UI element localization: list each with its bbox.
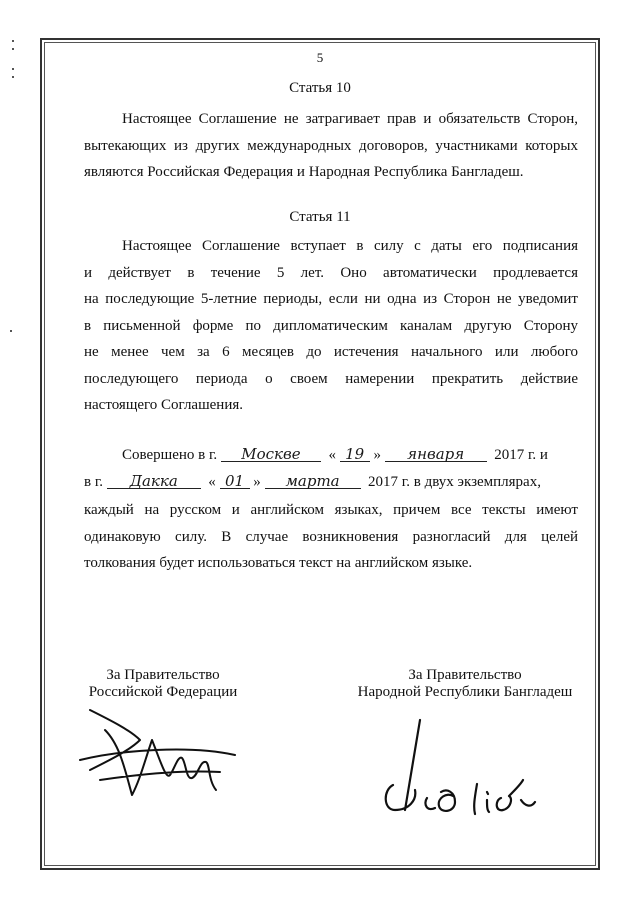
done-at-line-2	[84, 474, 578, 491]
article-11-line: в письменной форме по дипломатическим каналам другую Сторону	[84, 318, 578, 334]
signatory-left-label: За Правительство Российской Федерации	[88, 667, 238, 700]
done-at-year: 2017 г. и	[494, 447, 548, 463]
margin-mark	[12, 76, 14, 78]
article-11-line: и действует в течение 5 лет. Оно автоматически продлевается	[84, 265, 578, 281]
done-at-line-1	[122, 447, 578, 464]
signature-russia	[70, 700, 250, 810]
margin-mark	[10, 330, 12, 332]
article-10-line: Настоящее Соглашение не затрагивает прав и обязательств Сторон,	[122, 111, 578, 127]
margin-mark	[12, 68, 14, 70]
handwritten-city-moscow: Москве	[221, 447, 321, 462]
quote-open: «	[328, 447, 336, 463]
margin-mark	[12, 40, 14, 42]
article-11-line: не менее чем за 6 месяцев до истечения начального или любого	[84, 344, 578, 360]
handwritten-city-dhaka: Дакка	[107, 474, 201, 489]
article-11-line: Настоящее Соглашение вступает в силу с даты его подписания	[122, 238, 578, 254]
signatory-right-label: За Правительство Народной Республики Бангладеш	[357, 667, 573, 700]
done-at-line: толкования будет использоваться текст на английском языке.	[84, 555, 473, 571]
signature-bangladesh	[375, 710, 555, 820]
article-10-line: являются Российская Федерация и Народная Республика Бангладеш.	[84, 164, 524, 180]
handwritten-month-march: марта	[265, 474, 361, 489]
done-at-prefix: Совершено в г.	[122, 447, 218, 463]
article-11-line: последующего периода о своем намерении прекратить действие	[84, 371, 578, 387]
done-at-line: каждый на русском и английском языках, причем все тексты имеют	[84, 502, 578, 518]
article-11-line: настоящего Соглашения.	[84, 397, 244, 413]
handwritten-day-19: 19	[340, 447, 370, 462]
quote-open: «	[208, 474, 216, 490]
page-number: 5	[316, 50, 324, 65]
done-at-line: одинаковую силу. В случае возникновения разногласий для целей	[84, 529, 578, 545]
article-10-line: вытекающих из других международных договоров, участниками которых	[84, 138, 578, 154]
quote-close: »	[253, 474, 261, 490]
article-10-heading: Статья 10	[289, 80, 351, 96]
handwritten-month-january: января	[385, 447, 487, 462]
article-11-heading: Статья 11	[289, 209, 351, 225]
done-at-city-prefix: в г.	[84, 474, 104, 490]
handwritten-day-01: 01	[220, 474, 250, 489]
quote-close: »	[373, 447, 381, 463]
article-11-line: на последующие 5-летние периоды, если ни одна из Сторон не уведомит	[84, 291, 578, 307]
done-at-suffix: 2017 г. в двух экземплярах,	[368, 474, 541, 490]
